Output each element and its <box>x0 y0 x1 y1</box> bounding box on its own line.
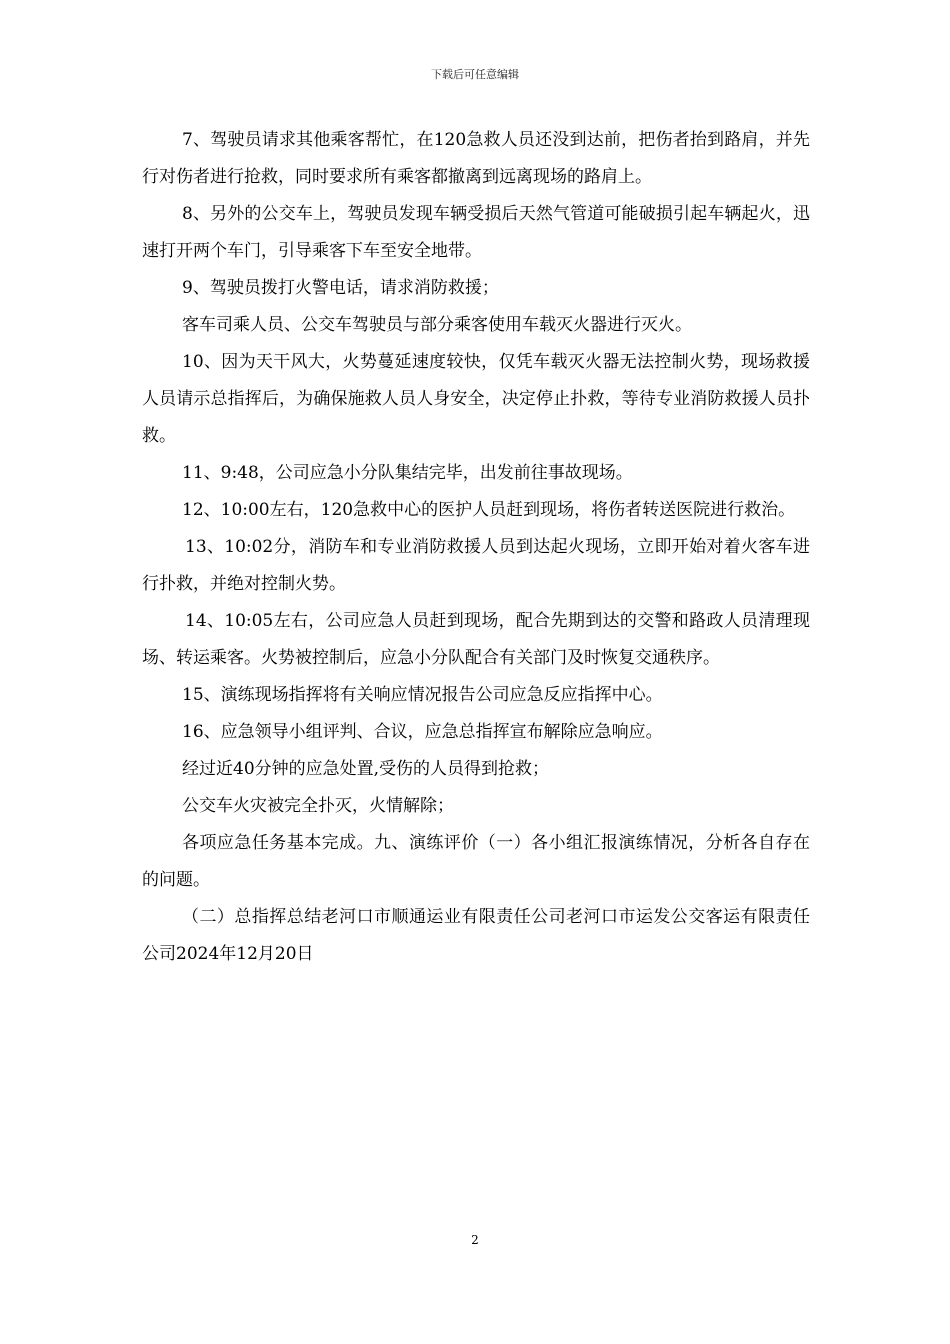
paragraph-11: 11、9:48，公司应急小分队集结完毕，出发前往事故现场。 <box>182 463 633 483</box>
paragraph-summary-rescue: 经过近40分钟的应急处置,受伤的人员得到抢救； <box>182 759 550 779</box>
page-header: 下载后可任意编辑 <box>431 68 519 81</box>
paragraph-10: 10、因为天干风大，火势蔓延速度较快，仅凭车载灭火器无法控制火势，现场救援人员请示总指挥后，为确保施救人员人身安全，决定停止扑救，等待专业消防救援人员扑救。 <box>142 352 810 446</box>
paragraph-conclusion: （二）总指挥总结老河口市顺通运业有限责任公司老河口市运发公交客运有限责任公司2024年12月20日 <box>142 907 810 964</box>
paragraph-7: 7、驾驶员请求其他乘客帮忙，在120急救人员还没到达前，把伤者抬到路肩，并先行对伤者进行抢救，同时要求所有乘客都撤离到远离现场的路肩上。 <box>142 130 810 187</box>
paragraph-14: 14、10:05左右，公司应急人员赶到现场，配合先期到达的交警和路政人员清理现场、转运乘客。火势被控制后，应急小分队配合有关部门及时恢复交通秩序。 <box>142 611 810 668</box>
document-body <box>142 122 810 973</box>
paragraph-8: 8、另外的公交车上，驾驶员发现车辆受损后天然气管道可能破损引起车辆起火，迅速打开两个车门，引导乘客下车至安全地带。 <box>142 204 810 261</box>
paragraph-9: 9、驾驶员拨打火警电话，请求消防救援； <box>182 278 499 298</box>
paragraph-evaluation: 各项应急任务基本完成。九、演练评价（一）各小组汇报演练情况，分析各自存在的问题。 <box>142 833 810 890</box>
paragraph-summary-fire-out: 公交车火灾被完全扑灭，火情解除； <box>182 796 454 816</box>
paragraph-fire-extinguish: 客车司乘人员、公交车驾驶员与部分乘客使用车载灭火器进行灭火。 <box>182 315 692 335</box>
paragraph-16: 16、应急领导小组评判、合议，应急总指挥宣布解除应急响应。 <box>182 722 663 742</box>
paragraph-15: 15、演练现场指挥将有关响应情况报告公司应急反应指挥中心。 <box>182 685 663 705</box>
page-number: 2 <box>471 1233 479 1247</box>
paragraph-12: 12、10:00左右，120急救中心的医护人员赶到现场，将伤者转送医院进行救治。 <box>182 500 796 520</box>
paragraph-13: 13、10:02分，消防车和专业消防救援人员到达起火现场，立即开始对着火客车进行扑救，并绝对控制火势。 <box>142 537 810 594</box>
